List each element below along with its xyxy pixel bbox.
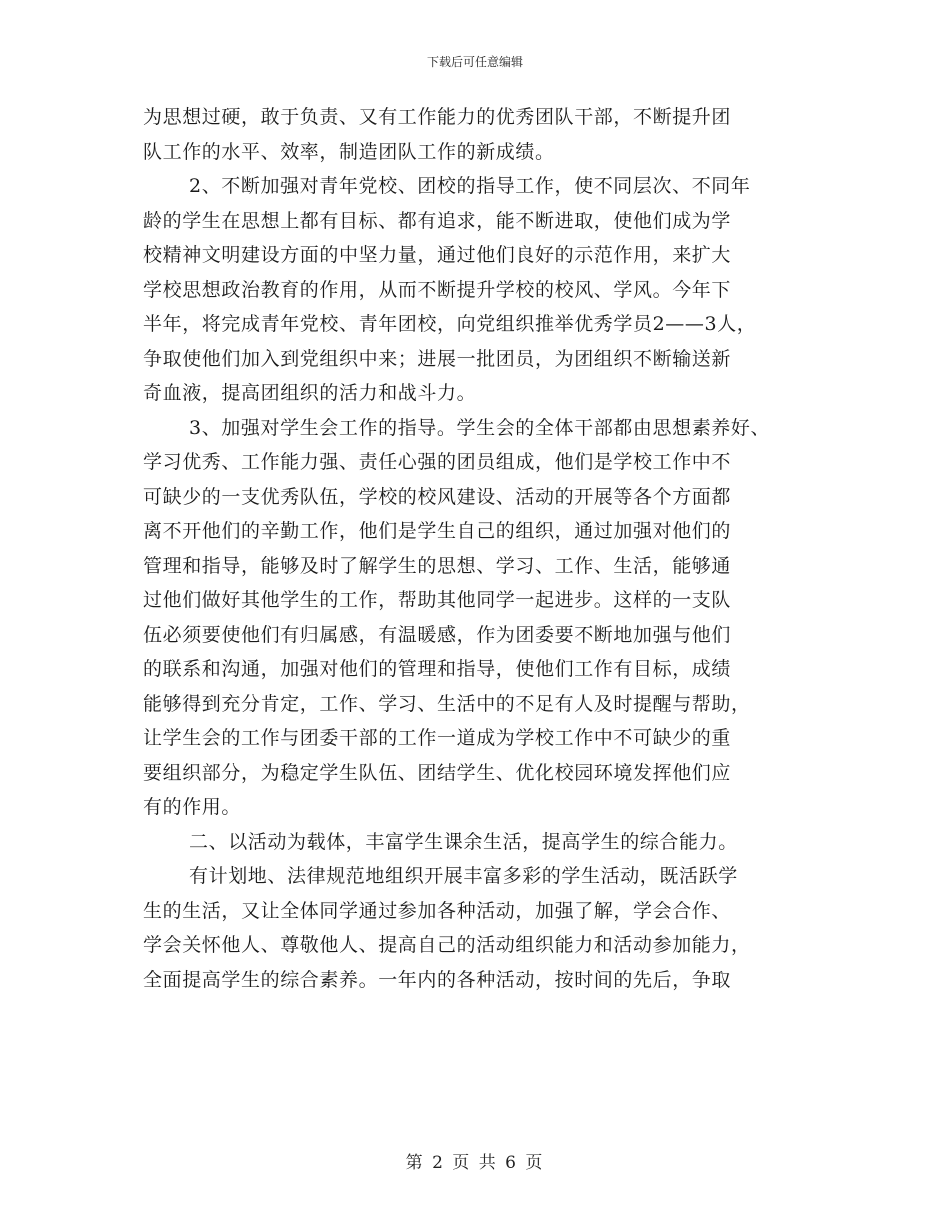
text-line: 龄的学生在思想上都有目标、都有追求，能不断进取，使他们成为学	[143, 209, 732, 232]
text-line: 二、以活动为载体，丰富学生课余生活，提高学生的综合能力。	[189, 830, 738, 853]
text-line: 半年，将完成青年党校、青年团校，向党组织推举优秀学员2——3人，	[143, 313, 757, 335]
text-line: 全面提高学生的综合素养。一年内的各种活动，按时间的先后，争取	[143, 968, 732, 991]
text-line: 有计划地、法律规范地组织开展丰富多彩的学生活动，既活跃学	[189, 865, 738, 887]
text-line: 可缺少的一支优秀队伍，学校的校风建设、活动的开展等各个方面都	[143, 485, 732, 508]
text-line: 离不开他们的辛勤工作，他们是学生自己的组织，通过加强对他们的	[143, 520, 732, 542]
text-line: 要组织部分，为稳定学生队伍、团结学生、优化校园环境发挥他们应	[143, 761, 732, 784]
page-number: 第 2 页 共 6 页	[405, 1153, 545, 1173]
text-line: 伍必须要使他们有归属感，有温暖感，作为团委要不断地加强与他们	[143, 623, 732, 646]
document-body	[143, 100, 823, 997]
text-line: 过他们做好其他学生的工作，帮助其他同学一起进步。这样的一支队	[143, 589, 732, 611]
text-line: 3、加强对学生会工作的指导。学生会的全体干部都由思想素养好、	[189, 416, 771, 439]
page-header: 下载后可任意编辑	[426, 55, 523, 69]
text-line: 能够得到充分肯定，工作、学习、生活中的不足有人及时提醒与帮助，	[143, 692, 751, 715]
text-line: 2、不断加强对青年党校、团校的指导工作，使不同层次、不同年	[189, 175, 751, 197]
text-line: 队工作的水平、效率，制造团队工作的新成绩。	[143, 140, 555, 163]
text-line: 学习优秀、工作能力强、责任心强的团员组成，他们是学校工作中不	[143, 451, 732, 473]
text-line: 学会关怀他人、尊敬他人、提高自己的活动组织能力和活动参加能力，	[143, 934, 751, 956]
text-line: 管理和指导，能够及时了解学生的思想、学习、工作、生活，能够通	[143, 554, 732, 577]
text-line: 生的生活，又让全体同学通过参加各种活动，加强了解，学会合作、	[143, 899, 732, 922]
text-line: 争取使他们加入到党组织中来；进展一批团员，为团组织不断输送新	[143, 347, 732, 370]
text-line: 校精神文明建设方面的中坚力量，通过他们良好的示范作用，来扩大	[143, 244, 732, 266]
text-line: 的联系和沟通，加强对他们的管理和指导，使他们工作有目标，成绩	[143, 658, 732, 680]
text-line: 学校思想政治教育的作用，从而不断提升学校的校风、学风。今年下	[143, 278, 732, 301]
text-line: 有的作用。	[143, 796, 242, 818]
text-line: 奇血液，提高团组织的活力和战斗力。	[143, 382, 477, 404]
text-line: 为思想过硬，敢于负责、又有工作能力的优秀团队干部，不断提升团	[143, 106, 732, 128]
text-line: 让学生会的工作与团委干部的工作一道成为学校工作中不可缺少的重	[143, 727, 732, 749]
